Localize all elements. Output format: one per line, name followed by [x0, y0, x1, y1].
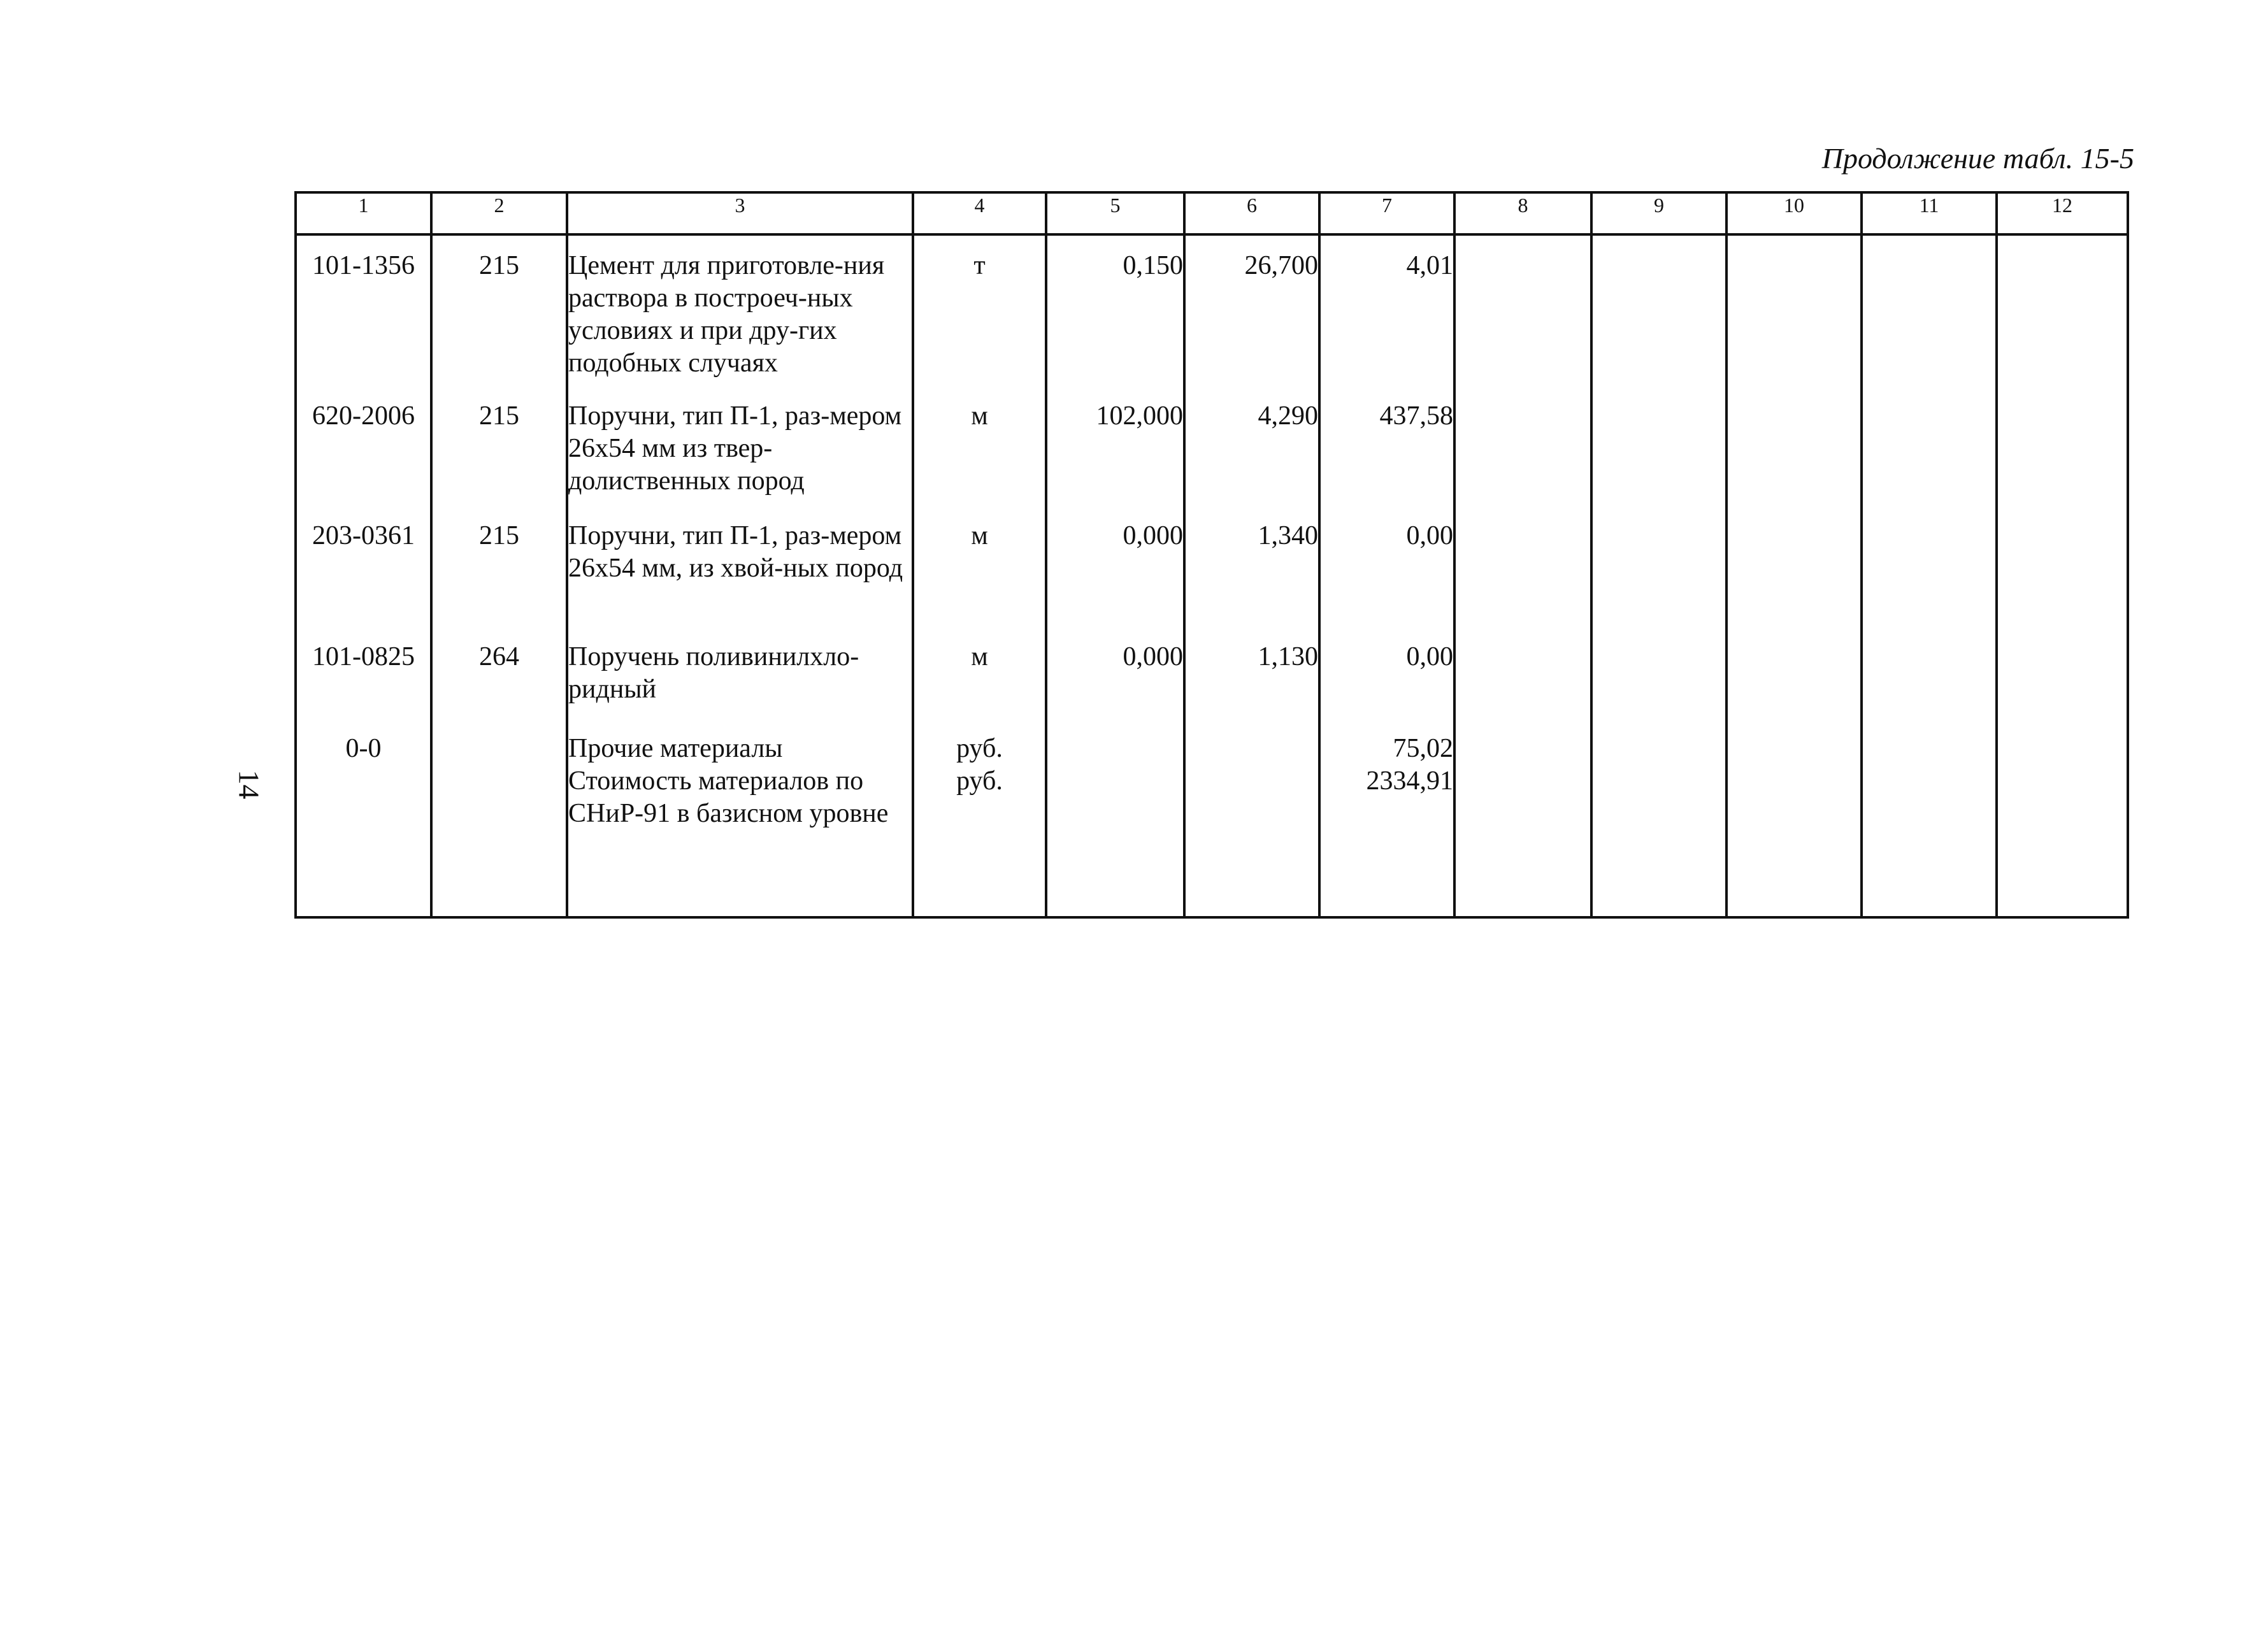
reference-cell: 215: [431, 508, 567, 629]
empty-cell: [1591, 720, 1726, 917]
empty-cell: [1862, 508, 1997, 629]
table-row: [296, 234, 2128, 387]
quantity-cell: [1046, 720, 1184, 917]
empty-cell: [1726, 234, 1862, 387]
empty-cell: [1726, 720, 1862, 917]
empty-cell: [1454, 508, 1591, 629]
empty-cell: [1591, 387, 1726, 508]
header-cell: 9: [1591, 192, 1726, 234]
table-row: [296, 387, 2128, 508]
empty-cell: [1726, 629, 1862, 720]
header-cell: 12: [1997, 192, 2128, 234]
empty-cell: [1862, 720, 1997, 917]
empty-cell: [1862, 629, 1997, 720]
header-cell: 6: [1184, 192, 1319, 234]
price-cell: [1184, 720, 1319, 917]
empty-cell: [1591, 508, 1726, 629]
page-number: 14: [233, 770, 266, 799]
empty-cell: [1997, 387, 2128, 508]
reference-cell: 215: [431, 387, 567, 508]
cost-cell: 0,00: [1319, 508, 1454, 629]
empty-cell: [1454, 387, 1591, 508]
empty-cell: [1862, 234, 1997, 387]
unit-cell: [913, 720, 1046, 917]
reference-cell: 264: [431, 629, 567, 720]
unit-cell: м: [913, 629, 1046, 720]
resource-code-cell: 101-0825: [296, 629, 431, 720]
description-cell: Цемент для приготовле-ния раствора в построеч-ных условиях и при дру-гих подобных случаях: [567, 234, 913, 387]
cost-cell: 437,58: [1319, 387, 1454, 508]
unit-cell: м: [913, 387, 1046, 508]
unit-value: руб.: [956, 734, 1003, 763]
unit-cell: т: [913, 234, 1046, 387]
header-cell: 10: [1726, 192, 1862, 234]
header-row: [296, 192, 2128, 234]
header-cell: 7: [1319, 192, 1454, 234]
table-row: [296, 629, 2128, 720]
table-caption: Продолжение табл. 15-5: [1821, 142, 2134, 175]
reference-cell: 215: [431, 234, 567, 387]
header-cell: 1: [296, 192, 431, 234]
empty-cell: [1726, 508, 1862, 629]
header-cell: 2: [431, 192, 567, 234]
quantity-cell: 102,000: [1046, 387, 1184, 508]
header-cell: 8: [1454, 192, 1591, 234]
header-cell: 5: [1046, 192, 1184, 234]
total-materials-cost: 2334,91: [1366, 766, 1453, 796]
quantity-cell: 0,000: [1046, 508, 1184, 629]
price-cell: 4,290: [1184, 387, 1319, 508]
materials-cost-label: Стоимость материалов по СНиР-91 в базисном уровне: [568, 766, 889, 828]
price-cell: 26,700: [1184, 234, 1319, 387]
empty-cell: [1454, 720, 1591, 917]
unit-cell: м: [913, 508, 1046, 629]
reference-cell: [431, 720, 567, 917]
resource-code-cell: 203-0361: [296, 508, 431, 629]
resource-code-cell: 620-2006: [296, 387, 431, 508]
cost-cell: 0,00: [1319, 629, 1454, 720]
cost-cell: 4,01: [1319, 234, 1454, 387]
data-table: [294, 191, 2129, 919]
table-row: [296, 720, 2128, 917]
resource-code-cell: 0-0: [296, 720, 431, 917]
cost-cell: [1319, 720, 1454, 917]
quantity-cell: 0,000: [1046, 629, 1184, 720]
empty-cell: [1997, 720, 2128, 917]
quantity-cell: 0,150: [1046, 234, 1184, 387]
empty-cell: [1862, 387, 1997, 508]
price-cell: 1,340: [1184, 508, 1319, 629]
resource-code-cell: 101-1356: [296, 234, 431, 387]
table-row: [296, 508, 2128, 629]
empty-cell: [1454, 629, 1591, 720]
description-cell: Поручни, тип П-1, раз-мером 26х54 мм из твер-долиственных пород: [567, 387, 913, 508]
empty-cell: [1997, 629, 2128, 720]
description-cell: Поручень поливинилхло-ридный: [567, 629, 913, 720]
empty-cell: [1591, 629, 1726, 720]
header-cell: 3: [567, 192, 913, 234]
empty-cell: [1997, 508, 2128, 629]
empty-cell: [1997, 234, 2128, 387]
other-materials-label: Прочие материалы: [568, 734, 783, 763]
empty-cell: [1726, 387, 1862, 508]
empty-cell: [1591, 234, 1726, 387]
empty-cell: [1454, 234, 1591, 387]
price-cell: 1,130: [1184, 629, 1319, 720]
header-cell: 11: [1862, 192, 1997, 234]
description-cell: [567, 720, 913, 917]
unit-value: руб.: [956, 766, 1003, 796]
other-materials-cost: 75,02: [1393, 734, 1453, 763]
header-cell: 4: [913, 192, 1046, 234]
description-cell: Поручни, тип П-1, раз-мером 26х54 мм, из хвой-ных пород: [567, 508, 913, 629]
